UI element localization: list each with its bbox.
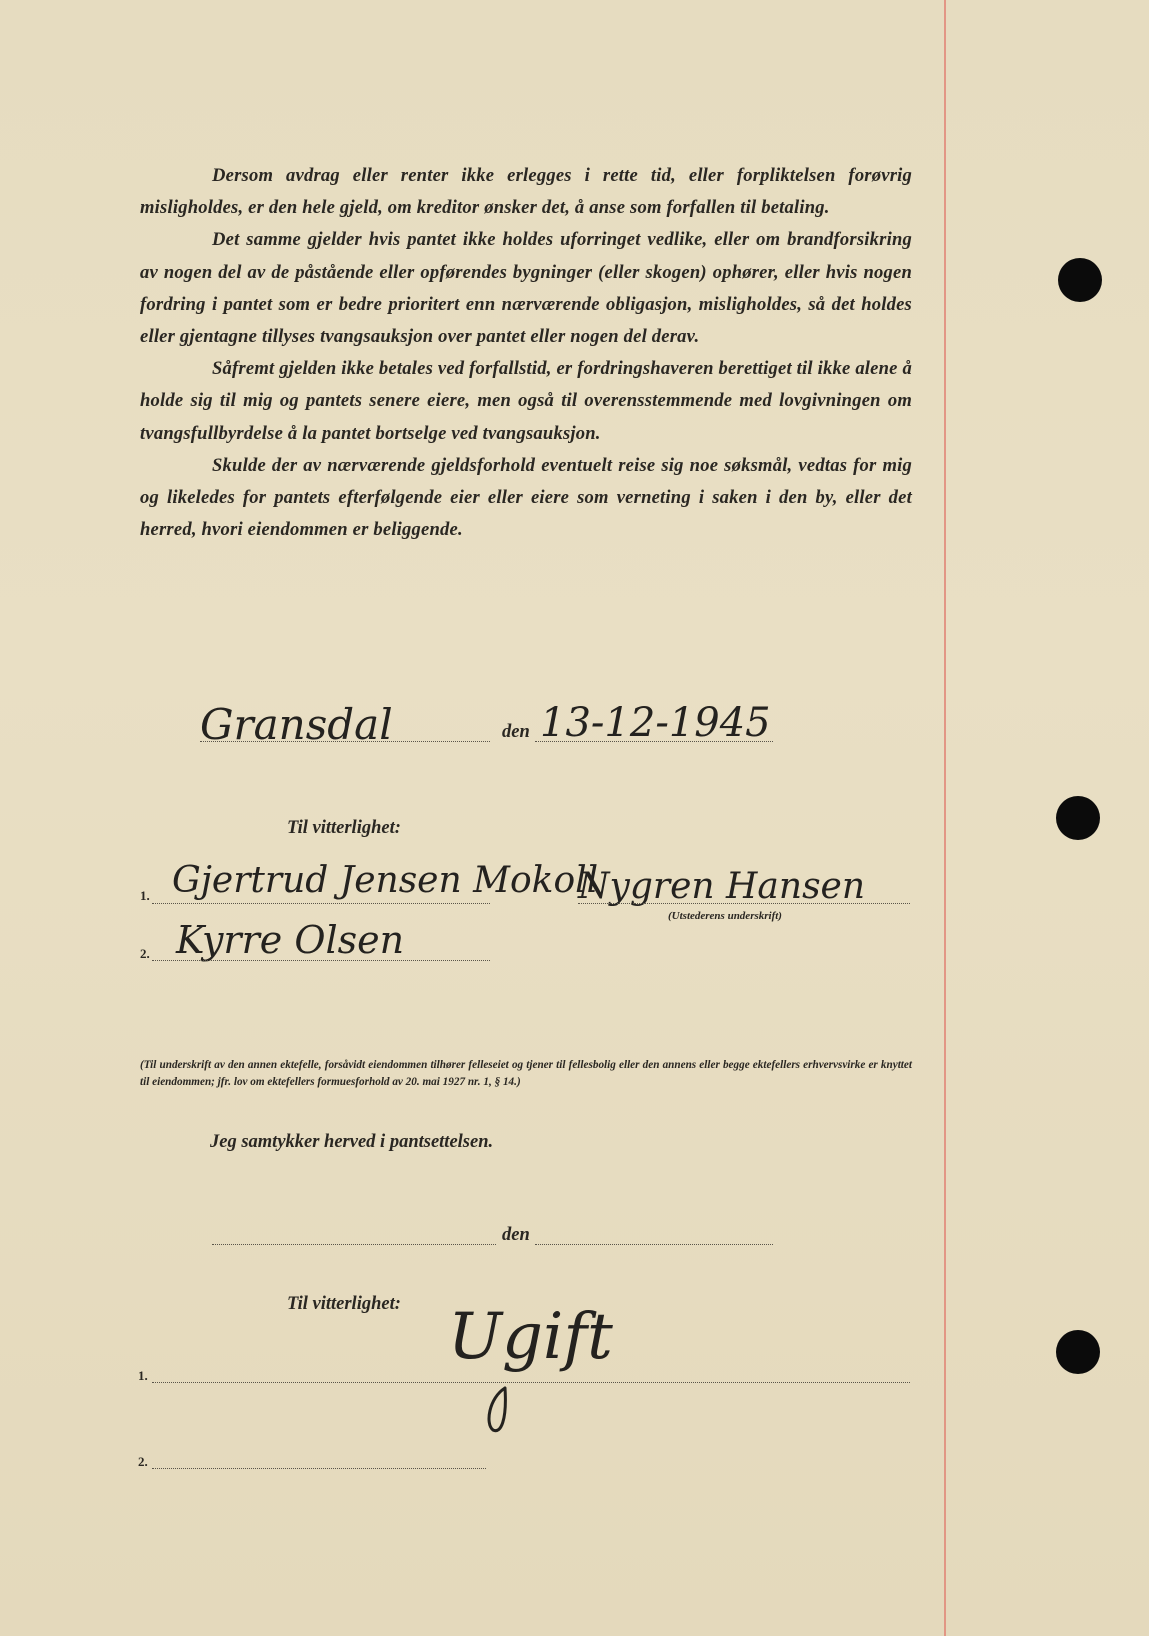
handwritten-stroke	[475, 1380, 535, 1440]
date-den-label: den	[502, 722, 530, 742]
witness2-line-2	[152, 1468, 486, 1469]
paragraph-venue: Skulde der av nærværende gjeldsforhold eventuelt reise sig noe søksmål, vedtas for mig og likeledes for pantets efterfølgende eier eller eiere som verneting i saken i den by, eller det herred, hvori eiendommen er beliggende.	[140, 454, 912, 541]
paragraph-maintenance: Det samme gjelder hvis pantet ikke holdes uforringet vedlike, eller om brandforsikring av nogen del av de påstående eller opførendes bygninger (eller skogen) ophører, eller hvis nogen fordring i pantet som er bedre prioritert enn nærværende obligasjon, misligholdes, så det holdes eller gjentagne tillyses tvangsauksjon over pantet eller nogen del derav.	[140, 229, 912, 348]
witness-label: Til vitterlighet:	[287, 818, 401, 838]
issuer-signature: Nygren Hansen	[578, 866, 866, 907]
issuer-line	[578, 903, 910, 904]
witness-line-1	[152, 903, 490, 904]
spouse-footnote: (Til underskrift av den annen ektefelle, forsåvidt eiendommen tilhører felleseiet og tjener til fellesbolig eller den annens eller begge ektefellers erhvervsvirke er knyttet til eiendommen; jfr. lov om ektefellers formuesforhold av 20. mai 1927 nr. 1, § 14.)	[140, 1059, 912, 1088]
paragraph-forced-sale: Såfremt gjelden ikke betales ved forfallstid, er fordringshaveren berettiget til ikke alene å holde sig til mig og pantets senere eiere, men også til overensstemmende med lovgivningen om tvangsfullbyrdelse å la pantet bortselge ved tvangsauksjon.	[140, 358, 912, 444]
place-dotted-line	[200, 741, 490, 742]
unmarried-handwritten: Ugift	[448, 1300, 613, 1374]
issuer-caption: (Utstederens underskrift)	[668, 910, 782, 922]
consent-place-line	[212, 1244, 496, 1245]
red-margin-line	[944, 0, 946, 1636]
consent-den-label: den	[502, 1225, 530, 1245]
punch-hole-bottom	[1056, 1330, 1100, 1374]
date-handwritten: 13-12-1945	[540, 700, 771, 746]
witness2-line-1	[152, 1382, 910, 1383]
consent-date-line	[535, 1244, 773, 1245]
witness-number-1: 1.	[140, 888, 150, 903]
witness-signature-1: Gjertrud Jensen Mokoll	[172, 860, 599, 901]
punch-hole-middle	[1056, 796, 1100, 840]
witness-signature-2: Kyrre Olsen	[176, 918, 405, 962]
consent-text: Jeg samtykker herved i pantsettelsen.	[210, 1132, 494, 1152]
punch-hole-top	[1058, 258, 1102, 302]
terms-text	[140, 160, 912, 546]
witness-label-2: Til vitterlighet:	[287, 1294, 401, 1314]
witness-number-2: 2.	[140, 946, 150, 961]
witness2-number-1: 1.	[138, 1368, 148, 1383]
witness2-number-2: 2.	[138, 1454, 148, 1469]
date-dotted-line	[535, 741, 773, 742]
paragraph-default: Dersom avdrag eller renter ikke erlegges i rette tid, eller forpliktelsen forøvrig misligholdes, er den hele gjeld, om kreditor ønsker det, å anse som forfallen til betaling.	[140, 165, 912, 219]
place-handwritten: Gransdal	[200, 700, 393, 749]
witness-line-2	[152, 960, 490, 961]
